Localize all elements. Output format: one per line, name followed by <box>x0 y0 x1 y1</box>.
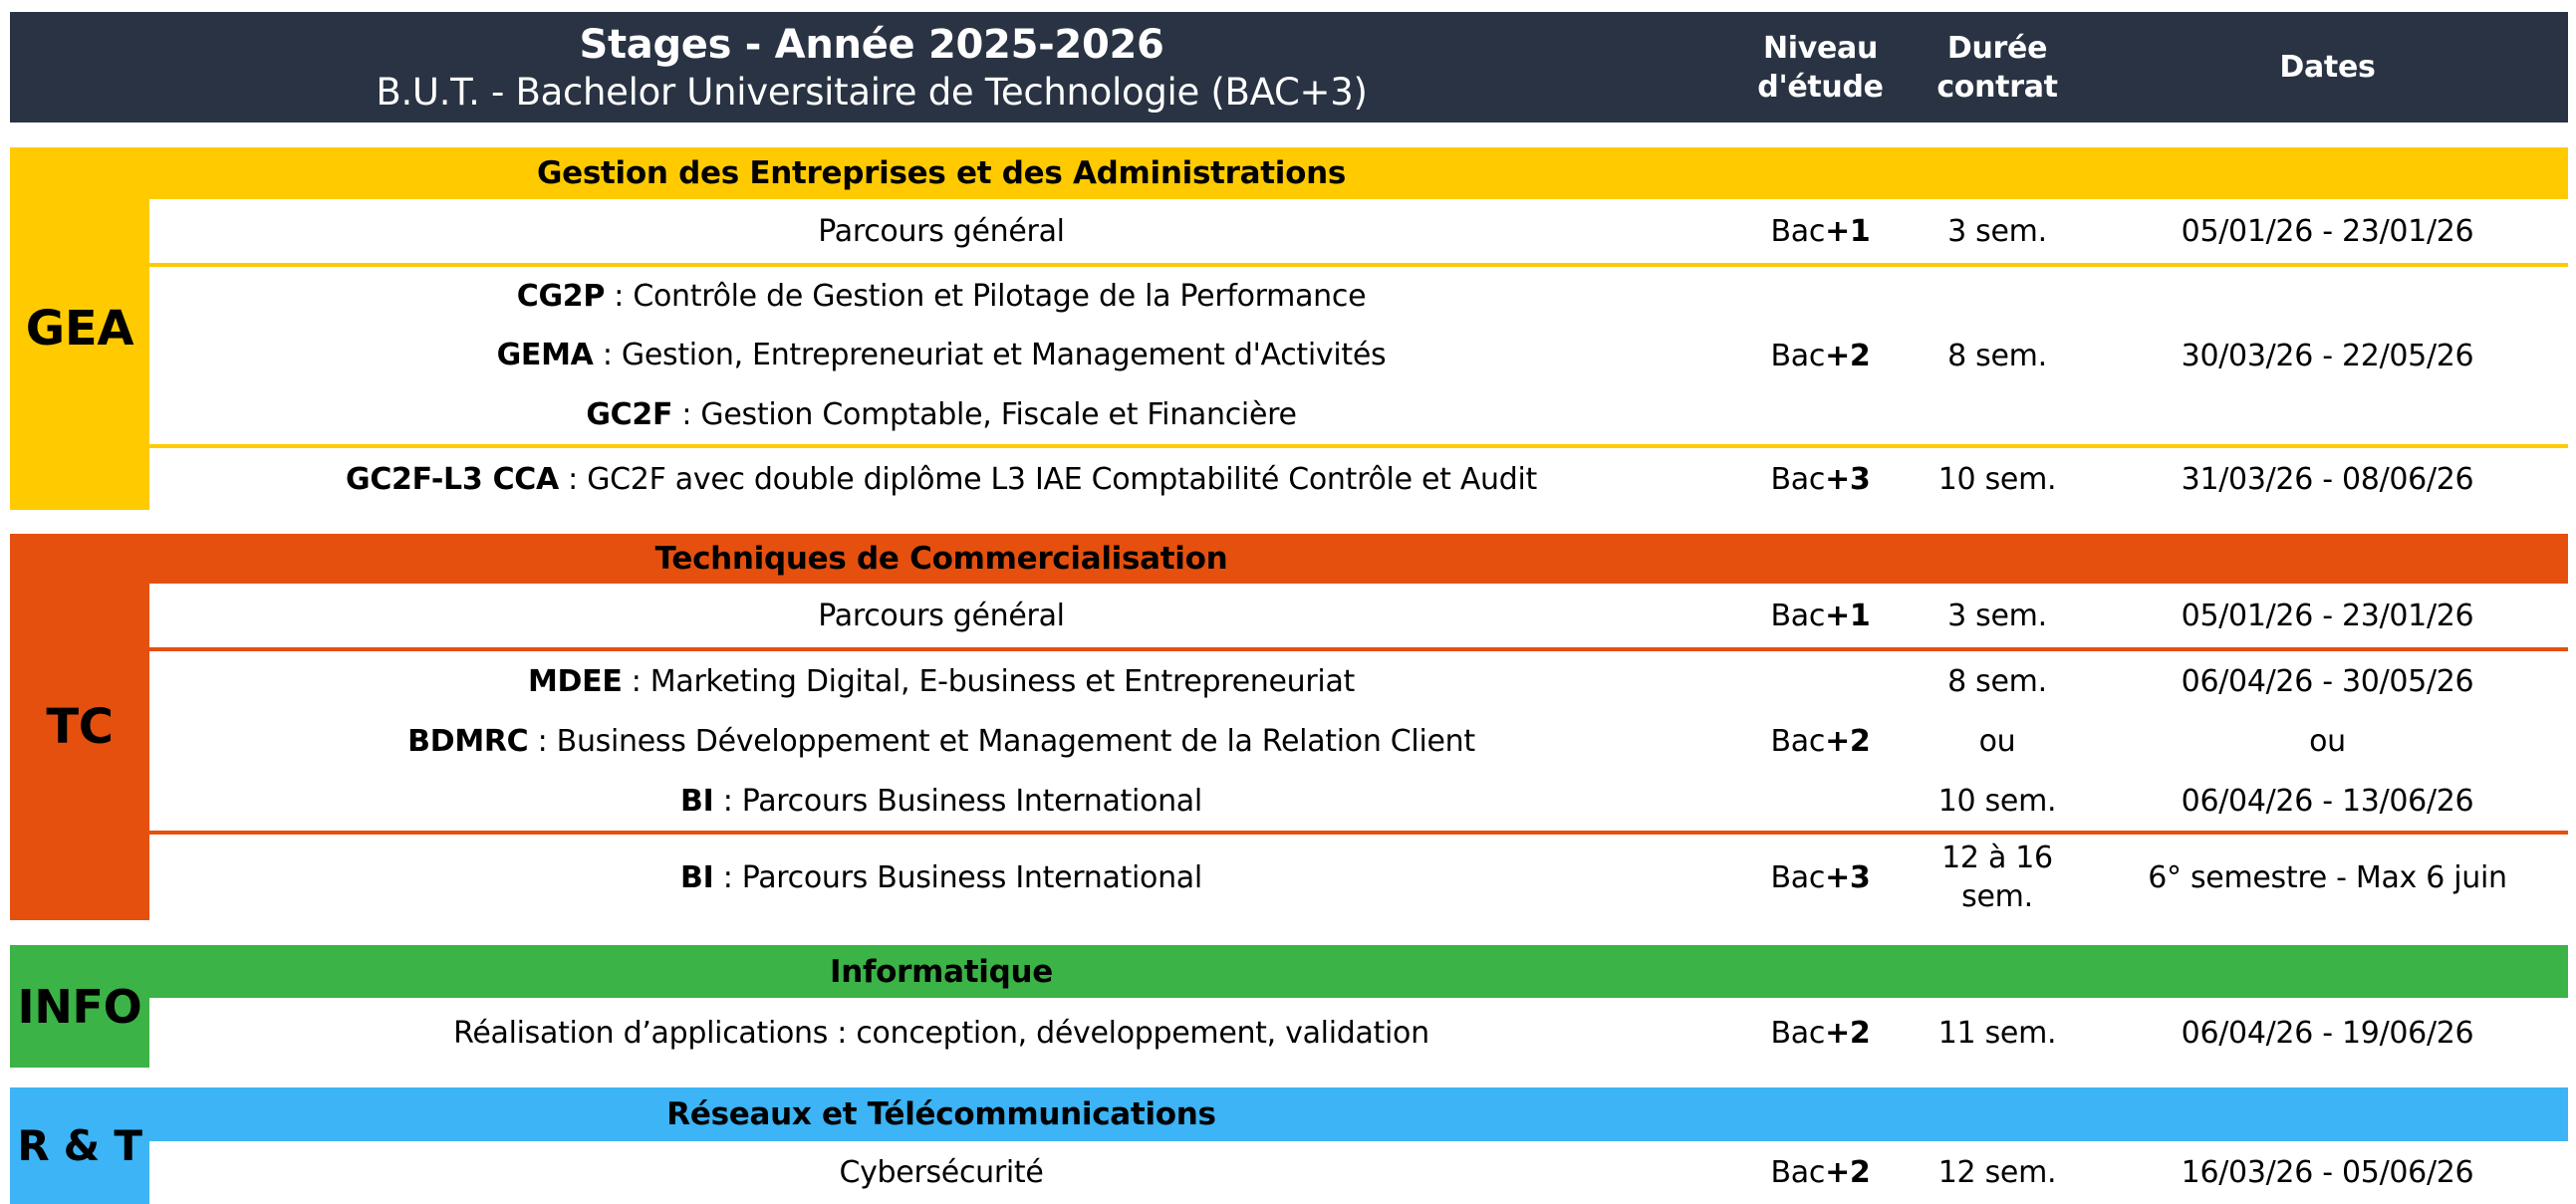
section-label-tc: TC <box>46 699 114 755</box>
program-line <box>453 1014 1429 1053</box>
section-gea <box>10 147 2568 510</box>
section-info <box>10 945 2568 1068</box>
section-banner-info: Informatique <box>829 953 1054 990</box>
program-line <box>528 662 1355 701</box>
program-line <box>818 212 1064 251</box>
program-line <box>517 277 1367 316</box>
program-acronym: BI <box>680 783 714 819</box>
dates-cell: 06/04/26 - 30/05/26 ou 06/04/26 - 13/06/26 <box>2181 663 2474 819</box>
section-tc <box>10 534 2568 920</box>
niveau-cell: Bac+3 <box>1770 859 1871 895</box>
program-line <box>346 460 1537 499</box>
program-desc: : Parcours Business International <box>713 859 1202 895</box>
header-title-block <box>10 12 1733 122</box>
program-line <box>680 858 1202 897</box>
col-header-duree-line1: Durée <box>1946 30 2048 66</box>
niveau-cell: Bac+1 <box>1770 598 1871 633</box>
niveau-cell: Bac+1 <box>1770 213 1871 249</box>
program-desc: Parcours général <box>818 598 1065 633</box>
program-acronym: BI <box>680 859 714 895</box>
program-acronym: MDEE <box>527 663 623 699</box>
section-banner-rt: Réseaux et Télécommunications <box>666 1096 1216 1132</box>
table-header <box>10 12 2568 122</box>
page-title: Stages - Année 2025-2026 <box>579 21 1164 68</box>
program-line <box>407 722 1475 761</box>
duree-cell: 3 sem. <box>1947 598 2047 633</box>
program-desc: : Business Développement et Management de la Relation Client <box>528 723 1475 759</box>
table-row <box>149 835 2568 920</box>
program-desc: : GC2F avec double diplôme L3 IAE Comptabilité Contrôle et Audit <box>558 461 1537 497</box>
programs-cell <box>149 835 1733 920</box>
program-desc: : Gestion, Entrepreneuriat et Management d'Activités <box>593 338 1387 373</box>
program-acronym: GC2F-L3 CCA <box>346 461 559 497</box>
table-row <box>149 448 2568 510</box>
table-row <box>149 584 2568 647</box>
program-line <box>839 1153 1043 1192</box>
dates-cell: 6° semestre - Max 6 juin <box>2148 859 2507 895</box>
duree-cell: 8 sem. <box>1947 338 2047 373</box>
program-acronym: GC2F <box>586 396 673 432</box>
duree-cell: 12 sem. <box>1937 1155 2057 1190</box>
table-row <box>149 267 2568 444</box>
program-desc: : Marketing Digital, E-business et Entrepreneuriat <box>622 663 1355 699</box>
table-row <box>149 199 2568 263</box>
section-label-gea: GEA <box>25 301 134 357</box>
dates-cell: 31/03/26 - 08/06/26 <box>2181 461 2474 497</box>
program-line <box>497 336 1387 374</box>
table-row <box>149 998 2568 1068</box>
section-rt <box>10 1087 2568 1204</box>
programs-cell <box>149 651 1733 831</box>
col-header-duree <box>1908 12 2087 122</box>
table-row <box>149 1141 2568 1204</box>
duree-cell: 11 sem. <box>1937 1015 2057 1051</box>
program-desc: : Parcours Business International <box>713 783 1202 819</box>
niveau-cell: Bac+2 <box>1770 1015 1871 1051</box>
program-acronym: GEMA <box>496 338 594 373</box>
dates-cell: 30/03/26 - 22/05/26 <box>2181 338 2474 373</box>
dates-cell: 05/01/26 - 23/01/26 <box>2181 598 2474 633</box>
program-desc: : Gestion Comptable, Fiscale et Financière <box>672 396 1297 432</box>
col-header-niveau <box>1733 12 1908 122</box>
section-banner-gea: Gestion des Entreprises et des Administrations <box>536 155 1347 191</box>
program-desc: Cybersécurité <box>839 1155 1044 1190</box>
dates-cell: 05/01/26 - 23/01/26 <box>2181 213 2474 249</box>
program-desc: Réalisation d’applications : conception, développement, validation <box>453 1015 1429 1051</box>
program-line <box>586 395 1296 434</box>
section-label-rt: R & T <box>17 1121 142 1170</box>
stages-table <box>10 12 2568 1204</box>
niveau-cell: Bac+2 <box>1770 338 1871 373</box>
program-desc: : Contrôle de Gestion et Pilotage de la Performance <box>605 279 1367 315</box>
programs-cell <box>149 199 1733 263</box>
duree-cell: 10 sem. <box>1937 461 2057 497</box>
duree-cell: 8 sem. ou 10 sem. <box>1937 663 2057 819</box>
page-subtitle: B.U.T. - Bachelor Universitaire de Technologie (BAC+3) <box>376 70 1368 114</box>
niveau-cell: Bac+3 <box>1770 461 1871 497</box>
col-header-duree-line2: contrat <box>1936 69 2058 105</box>
niveau-cell: Bac+2 <box>1770 723 1871 759</box>
programs-cell <box>149 998 1733 1068</box>
dates-cell: 16/03/26 - 05/06/26 <box>2181 1155 2474 1190</box>
duree-cell: 12 à 16 sem. <box>1941 841 2053 914</box>
col-header-dates: Dates <box>2279 50 2376 85</box>
program-acronym: BDMRC <box>407 723 529 759</box>
col-header-niveau-line1: Niveau <box>1762 30 1879 66</box>
col-header-niveau-line2: d'étude <box>1757 69 1884 105</box>
programs-cell <box>149 584 1733 647</box>
program-acronym: CG2P <box>516 279 606 315</box>
program-line <box>680 782 1202 821</box>
programs-cell <box>149 267 1733 444</box>
program-line <box>818 597 1064 635</box>
section-label-info: INFO <box>17 979 142 1034</box>
table-row <box>149 651 2568 831</box>
niveau-cell: Bac+2 <box>1770 1155 1871 1190</box>
dates-cell: 06/04/26 - 19/06/26 <box>2181 1015 2474 1051</box>
duree-cell: 3 sem. <box>1947 213 2047 249</box>
section-banner-tc: Techniques de Commercialisation <box>654 541 1228 577</box>
program-desc: Parcours général <box>818 213 1065 249</box>
programs-cell <box>149 448 1733 510</box>
programs-cell <box>149 1141 1733 1204</box>
